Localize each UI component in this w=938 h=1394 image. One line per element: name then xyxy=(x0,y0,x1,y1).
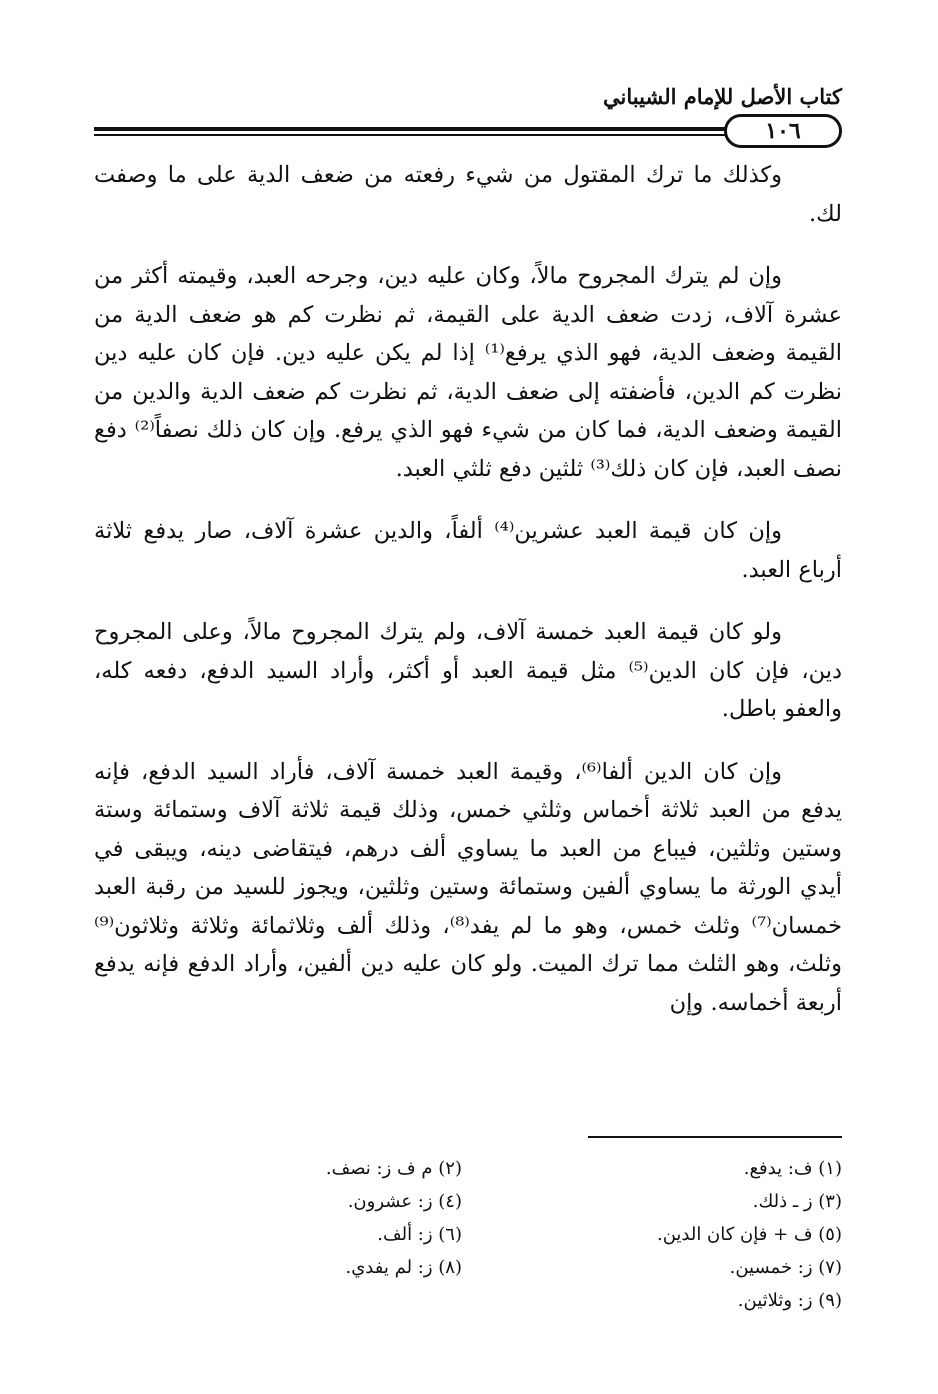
page-header xyxy=(94,84,842,146)
footnotes-right-column xyxy=(472,1152,842,1317)
footnotes-separator xyxy=(588,1136,842,1138)
paragraph: وكذلك ما ترك المقتول من شيء رفعته من ضعف الدية على ما وصفت لك. xyxy=(94,162,842,227)
page-number: ١٠٦ xyxy=(765,118,801,144)
paragraph: وإن كان قيمة العبد عشرين⁽⁴⁾ ألفاً، والدين عشرة آلاف، صار يدفع ثلاثة أرباع العبد. xyxy=(94,518,842,583)
footnote: (٨) ز: لم يفدي. xyxy=(345,1257,462,1278)
paragraph: ولو كان قيمة العبد خمسة آلاف، ولم يترك المجروح مالاً، وعلى المجروح دين، فإن كان الدين⁽⁵⁾ مثل قيمة العبد أو أكثر، وأراد السيد الدفع، دفعه كله، والعفو باطل. xyxy=(94,619,843,722)
footnote: (٤) ز: عشرون. xyxy=(347,1191,462,1212)
book-title: كتاب الأصل للإمام الشيباني xyxy=(603,84,842,109)
footnote: (٩) ز: وثلاثين. xyxy=(737,1290,842,1311)
footnote: (٧) ز: خمسين. xyxy=(729,1257,842,1278)
footnotes-left-column xyxy=(92,1152,462,1284)
footnote: (٢) م ف ز: نصف. xyxy=(325,1158,462,1179)
footnote: (٣) ز ـ ذلك. xyxy=(752,1191,842,1212)
footnote: (٦) ز: ألف. xyxy=(377,1224,462,1245)
page-number-badge xyxy=(724,114,842,148)
paragraph: وإن كان الدين ألفا⁽⁶⁾، وقيمة العبد خمسة آلاف، فأراد السيد الدفع، فإنه يدفع من العبد ثلاثة أخماس وثلثي خمس، وذلك قيمة ثلاثة آلاف وستمائة وستة وستين وثلثين، فيباع من العبد ما يساوي ألف درهم، فيتقاضى دينه، ويبقى في أيدي الورثة ما يساوي ألفين وستمائة وستين وثلثين، ويجوز للسيد من رقبة العبد خمسان⁽⁷⁾ وثلث خمس، وهو ما لم يفد⁽⁸⁾، وذلك ألف وثلاثمائة وثلاثة وثلاثون⁽⁹⁾ وثلث، وهو الثلث مما ترك الميت. ولو كان عليه دين ألفين، وأراد الدفع فإنه يدفع أربعة أخماسه. وإن xyxy=(94,758,842,1016)
main-text xyxy=(94,156,842,1046)
header-rule-thick xyxy=(94,127,782,131)
paragraph: وإن لم يترك المجروح مالاً، وكان عليه دين، وجرحه العبد، وقيمته أكثر من عشرة آلاف، زدت ضعف الدية على القيمة، ثم نظرت كم هو ضعف الدية من القيمة وضعف الدية، فهو الذي يرفع⁽¹⁾ إذا لم يكن عليه دين. فإن كان عليه دين نظرت كم الدين، فأضفته إلى ضعف الدية، ثم نظرت كم ضعف الدية والدين من القيمة وضعف الدية، فما كان من شيء فهو الذي يرفع. وإن كان ذلك نصفاً⁽²⁾ دفع نصف العبد، فإن كان ذلك⁽³⁾ ثلثين دفع ثلثي العبد. xyxy=(94,263,842,482)
header-rule-thin xyxy=(94,134,782,136)
footnote: (٥) ف + فإن كان الدين. xyxy=(656,1224,842,1245)
footnote: (١) ف: يدفع. xyxy=(743,1158,842,1179)
